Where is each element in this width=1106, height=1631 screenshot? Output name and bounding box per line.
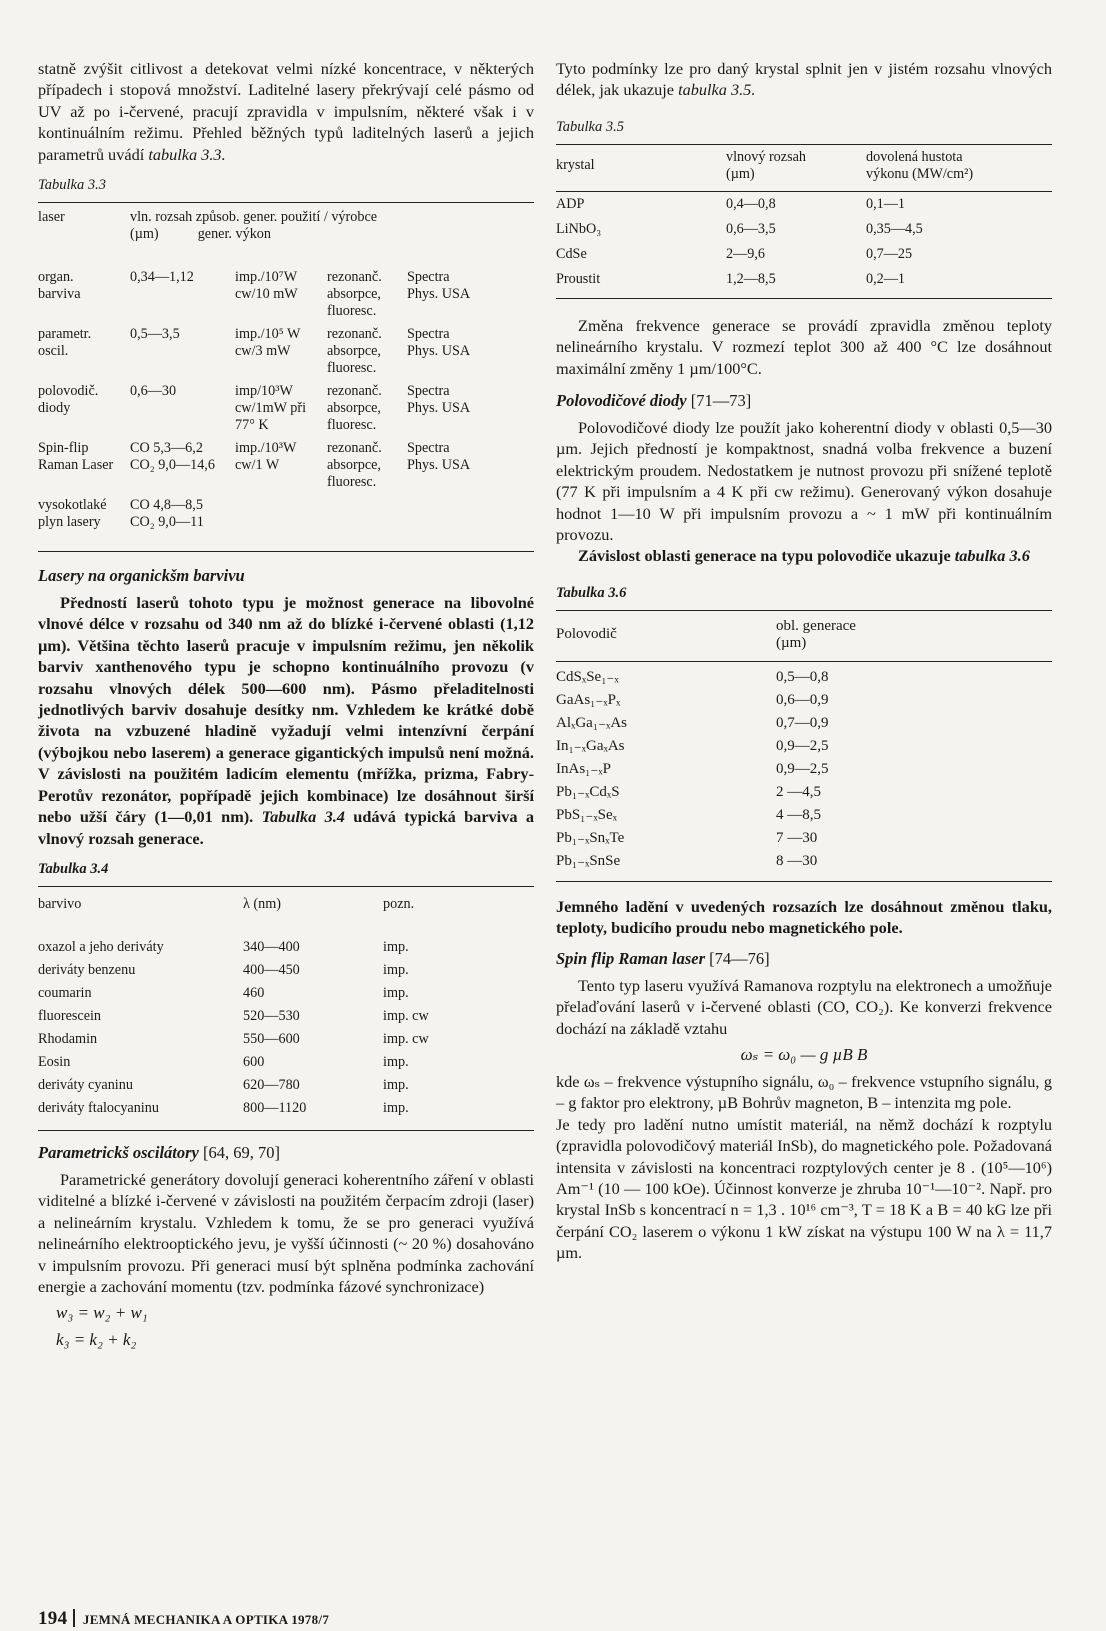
table-cell: 0,7—0,9 bbox=[776, 714, 829, 731]
table-cell: 0,7—25 bbox=[866, 245, 913, 262]
table-3-5-body bbox=[556, 192, 1052, 292]
cell-maker: Spectra Phys. USA bbox=[407, 383, 471, 417]
header-semiconductor: Polovodič bbox=[556, 626, 617, 643]
cell-laser: polovodič. diody bbox=[38, 383, 99, 417]
fine-tuning-paragraph: Jemného ladění v uvedených rozsazích lze dosáhnout změnou tlaku, teploty, budicího proudu nebo magnetického pole. bbox=[556, 896, 1052, 938]
table-cell: 1,2—8,5 bbox=[726, 270, 776, 287]
table-cell: imp. bbox=[383, 961, 409, 978]
table-cell: Pb₁₋ₓCdₓS bbox=[556, 783, 620, 800]
table-cell: 0,1—1 bbox=[866, 195, 906, 212]
cell-range: CO 4,8—8,5 CO₂ 9,0—11 bbox=[130, 497, 204, 531]
material-paragraph: Je tedy pro ladění nutno umístit materiál, na němž dochází k rozptylu (zpravidla polovodičový materiál InSb), do magnetického pole. Požadovaná intensita v závislosti na koncentraci rozptylových center je 8 . (10⁵—10⁶) Am⁻¹ (10 — 100 kOe). Účinnost konverze je zhruba 10⁻¹—10⁻². Např. pro krystal InSb s koncentrací n = 1,3 . 10¹⁶ cm⁻³, T = 18 K a B = 40 kG lze při čerpání CO₂ laserem o výkonu 1 kW získat na výstupu 100 W na λ = 11,7 µm. bbox=[556, 1114, 1052, 1263]
table-row bbox=[556, 781, 1052, 804]
cell-range: CO 5,3—6,2 CO₂ 9,0—14,6 bbox=[130, 440, 215, 474]
table-cell: 2 —4,5 bbox=[776, 783, 821, 800]
table-row bbox=[38, 1005, 534, 1028]
table-cell: 0,35—4,5 bbox=[866, 220, 923, 237]
heading-organic-dye-lasers: Lasery na organickšm barvivu bbox=[38, 566, 245, 586]
table-header-row bbox=[556, 145, 1052, 187]
table-cell: Pb₁₋ₓSnSe bbox=[556, 852, 621, 869]
table-row bbox=[556, 689, 1052, 712]
table-cell: imp. bbox=[383, 1076, 409, 1093]
spin-flip-paragraph: Tento typ laseru využívá Ramanova rozptylu na elektronech a umožňuje přelaďování laserů v i-červené oblasti (CO, CO₂). Ke konverzi frekvence dochází na základě vztahu bbox=[556, 975, 1052, 1038]
header-lambda: λ (nm) bbox=[243, 895, 282, 912]
parametric-paragraph: Parametrické generátory dovolují generaci koherentního záření v oblasti viditelné a blízké i-červené v závislosti na použitém čerpacím zdroji (laser) a nelineárním krystalu. Vzhledem k tomu, že se pro generaci využívá nelineárního elektrooptického jevu, je vyšší účinnosti (~ 20 %) dosahováno v impulsním provozu. Při generaci musí být splněna podmínka zachování energie a zachování momentu (tzv. podmínka fázové synchronizace) bbox=[38, 1169, 534, 1296]
table-cell: In₁₋ₓGaₓAs bbox=[556, 737, 625, 754]
table-header-row bbox=[556, 615, 1052, 655]
header-power-density: dovolená hustota výkonu (MW/cm²) bbox=[866, 148, 974, 182]
table-3-5-data bbox=[556, 192, 1052, 292]
cell-laser: vysokotlaké plyn lasery bbox=[38, 497, 107, 531]
cell-mode: imp./10⁷W cw/10 mW bbox=[235, 269, 298, 303]
table-row bbox=[38, 1051, 534, 1074]
right-column bbox=[556, 58, 1052, 1264]
table-cell: 8 —30 bbox=[776, 852, 818, 869]
table-row bbox=[556, 827, 1052, 850]
table-3-4-caption: Tabulka 3.4 bbox=[38, 860, 109, 877]
heading-semiconductor-diodes: Polovodičové diody [71—73] bbox=[556, 391, 752, 411]
table-cell: 0,9—2,5 bbox=[776, 737, 829, 754]
table-row bbox=[556, 712, 1052, 735]
cell-range: 0,6—30 bbox=[130, 383, 177, 400]
table-row bbox=[38, 1074, 534, 1097]
cell-use: rezonanč. absorpce, fluoresc. bbox=[327, 269, 382, 320]
table-cell: CdSₓSe₁₋ₓ bbox=[556, 668, 619, 685]
header-dye: barvivo bbox=[38, 895, 82, 912]
heading-parametric-oscillators: Parametrickš oscilátory [64, 69, 70] bbox=[38, 1142, 280, 1162]
cell-range: 0,34—1,12 bbox=[130, 269, 194, 286]
cell-mode: imp./10³W cw/1 W bbox=[235, 440, 297, 474]
table-row bbox=[38, 383, 534, 440]
table-3-5 bbox=[556, 145, 1052, 187]
table-cell: 4 —8,5 bbox=[776, 806, 821, 823]
table-row bbox=[556, 242, 1052, 267]
table-cell: imp. cw bbox=[383, 1030, 429, 1047]
table-3-4 bbox=[38, 893, 534, 1120]
left-column bbox=[38, 58, 534, 1355]
header-range: vlnový rozsah (µm) bbox=[726, 148, 806, 182]
table-row bbox=[38, 440, 534, 497]
table-cell: InAs₁₋ₓP bbox=[556, 760, 612, 777]
table-cell: Proustit bbox=[556, 270, 601, 287]
diodes-paragraph: Polovodičové diody lze použít jako koherentní diody v oblasti 0,5—30 µm. Jejich předností je kompaktnost, snadná volba frekvence a buzení elektrickým proudem. Nedostatkem je nutnost provozu při snížené teplotě (77 K při impulsním a 4 K při cw režimu). Generovaný výkon dosahuje hodnot 1—10 W při impulsním provozu a ~ 1 mW při kontinuálním provozu. bbox=[556, 418, 1052, 545]
table-3-6-data bbox=[556, 666, 1052, 873]
header-crystal: krystal bbox=[556, 157, 595, 174]
table-row bbox=[556, 758, 1052, 781]
table-row bbox=[38, 269, 534, 326]
cell-use: rezonanč. absorpce, fluoresc. bbox=[327, 383, 382, 434]
table-cell: 600 bbox=[243, 1053, 265, 1070]
table-header-row bbox=[38, 209, 534, 243]
journal-title: JEMNÁ MECHANIKA A OPTIKA 1978/7 bbox=[82, 1612, 330, 1627]
table-row bbox=[38, 936, 534, 959]
cell-laser: parametr. oscil. bbox=[38, 326, 92, 360]
table-cell: CdSe bbox=[556, 245, 587, 262]
cell-mode: imp/10³W cw/1mW při 77° K bbox=[235, 383, 307, 434]
table-row bbox=[38, 497, 534, 537]
table-cell: Pb₁₋ₓSnₓTe bbox=[556, 829, 625, 846]
header-note: pozn. bbox=[383, 895, 415, 912]
table-row bbox=[556, 666, 1052, 689]
definitions-paragraph: kde ωₛ – frekvence výstupního signálu, ω₀ – frekvence vstupního signálu, g – g faktor pro elektrony, µB Bohrův magneton, B – intenzita mg pole. bbox=[556, 1071, 1052, 1113]
table-row bbox=[556, 192, 1052, 217]
cell-mode: imp./10⁵ W cw/3 mW bbox=[235, 326, 301, 360]
table-cell: ADP bbox=[556, 195, 585, 212]
cell-maker: Spectra Phys. USA bbox=[407, 269, 471, 303]
formula-spin-flip: ωₛ = ω₀ — g µB B bbox=[740, 1044, 868, 1064]
table-cell: Eosin bbox=[38, 1053, 71, 1070]
conditions-paragraph: Tyto podmínky lze pro daný krystal splnit jen v jistém rozsahu vlnových délek, jak ukazuje tabulka 3.5. bbox=[556, 59, 1052, 100]
table-row bbox=[38, 1097, 534, 1120]
table-cell: 0,9—2,5 bbox=[776, 760, 829, 777]
table-cell: 520—530 bbox=[243, 1007, 300, 1024]
table-cell: Rhodamin bbox=[38, 1030, 98, 1047]
header-columns: vln. rozsah způsob. gener. použití / výrobce (µm) gener. výkon bbox=[130, 209, 378, 243]
cell-range: 0,5—3,5 bbox=[130, 326, 180, 343]
table-cell: AlₓGa₁₋ₓAs bbox=[556, 714, 628, 731]
table-cell: 460 bbox=[243, 984, 265, 1001]
cell-maker bbox=[407, 497, 534, 537]
table-cell: coumarin bbox=[38, 984, 92, 1001]
table-cell: imp. bbox=[383, 1099, 409, 1116]
table-cell: 7 —30 bbox=[776, 829, 818, 846]
table-cell: 550—600 bbox=[243, 1030, 300, 1047]
table-3-6-caption: Tabulka 3.6 bbox=[556, 584, 627, 601]
table-row bbox=[556, 850, 1052, 873]
dependence-paragraph: Závislost oblasti generace na typu polovodiče ukazuje tabulka 3.6 bbox=[578, 546, 1030, 566]
organic-paragraph: Předností laserů tohoto typu je možnost generace na libovolné vlnové délce v rozsahu od 340 nm až do blízké i-červené oblasti (1,12 µm). Většina těchto laserů pracuje v impulsním režimu, jen několik barviv xanthenového typu je schopno kontinuálního provozu (v rozsahu vlnových délek 500—600 nm). Pásmo přeladitelnosti jednotlivých barviv dosahuje desítky nm. Vzhledem ke krátké době života na vzbuzené hladině vyžadují velmi intenzívní čerpání (výbojkou nebo laserem) a generace gigantických impulsů není možná. V závislosti na použitém ladicím elementu (mřížka, prizma, Fabry-Perotův rezonátor, popřípadě jejich kombinace) lze dosáhnout širší nebo užší čáry (1—0,01 nm). Tabulka 3.4 udává typická barviva a vlnový rozsah generace. bbox=[38, 593, 534, 848]
table-cell: 0,4—0,8 bbox=[726, 195, 776, 212]
table-cell: PbS₁₋ₓSeₓ bbox=[556, 806, 618, 823]
cell-use: rezonanč. absorpce, fluoresc. bbox=[327, 440, 382, 491]
header-generation-range: obl. generace (µm) bbox=[776, 617, 856, 651]
table-3-3-body bbox=[38, 269, 534, 537]
table-cell: 0,2—1 bbox=[866, 270, 906, 287]
table-cell: 400—450 bbox=[243, 961, 300, 978]
table-3-5-caption: Tabulka 3.5 bbox=[556, 118, 624, 135]
heading-spin-flip: Spin flip Raman laser [74—76] bbox=[556, 948, 770, 968]
table-cell: 0,6—3,5 bbox=[726, 220, 776, 237]
table-cell: oxazol a jeho deriváty bbox=[38, 938, 164, 955]
cell-mode bbox=[235, 497, 327, 537]
table-cell: deriváty benzenu bbox=[38, 961, 136, 978]
table-cell: imp. bbox=[383, 984, 409, 1001]
table-cell: fluorescein bbox=[38, 1007, 102, 1024]
formula-energy: w₃ = w₂ + w₁ bbox=[56, 1303, 148, 1323]
intro-paragraph: statně zvýšit citlivost a detekovat velmi nízké koncentrace, v některých případech i stopová množství. Laditelné lasery překrývají celé pásmo od UV až po i-červené, pracují zpravidla v impulsním, některé však i v kontinuálním režimu. Přehled běžných typů laditelných laserů a jejich parametrů uvádí tabulka 3.3. bbox=[38, 59, 534, 164]
table-row bbox=[38, 326, 534, 383]
table-cell: 2—9,6 bbox=[726, 245, 766, 262]
cell-maker: Spectra Phys. USA bbox=[407, 326, 471, 360]
table-cell: imp. bbox=[383, 938, 409, 955]
page-number: 194 bbox=[38, 1608, 68, 1629]
table-3-3 bbox=[38, 209, 534, 537]
cell-laser: Spin-flip Raman Laser bbox=[38, 440, 114, 474]
table-cell: imp. cw bbox=[383, 1007, 429, 1024]
cell-laser: organ. barviva bbox=[38, 269, 81, 303]
table-cell: imp. bbox=[383, 1053, 409, 1070]
table-row bbox=[556, 735, 1052, 758]
frequency-change-paragraph: Změna frekvence generace se provádí zpravidla změnou teploty nelineárního krystalu. V rozmezí teplot 300 až 400 °C lze dosáhnout maximální změny 1 µm/100°C. bbox=[556, 315, 1052, 378]
table-3-6 bbox=[556, 615, 1052, 655]
table-cell: 0,6—0,9 bbox=[776, 691, 829, 708]
table-row bbox=[556, 217, 1052, 242]
table-cell: deriváty cyaninu bbox=[38, 1076, 133, 1093]
table-cell: deriváty ftalocyaninu bbox=[38, 1099, 159, 1116]
table-3-6-body bbox=[556, 666, 1052, 873]
table-row bbox=[38, 959, 534, 982]
table-cell: LiNbO₃ bbox=[556, 220, 602, 237]
cell-maker: Spectra Phys. USA bbox=[407, 440, 471, 474]
table-row bbox=[38, 982, 534, 1005]
table-cell: 620—780 bbox=[243, 1076, 300, 1093]
header-laser: laser bbox=[38, 209, 65, 226]
table-row bbox=[38, 1028, 534, 1051]
cell-use: rezonanč. absorpce, fluoresc. bbox=[327, 326, 382, 377]
table-cell: GaAs₁₋ₓPₓ bbox=[556, 691, 621, 708]
cell-use bbox=[327, 497, 407, 537]
table-row bbox=[556, 267, 1052, 292]
page-footer bbox=[38, 1608, 329, 1630]
table-cell: 800—1120 bbox=[243, 1099, 307, 1116]
table-header-row bbox=[38, 893, 534, 916]
formula-momentum: k₃ = k₂ + k₂ bbox=[56, 1330, 137, 1350]
table-cell: 340—400 bbox=[243, 938, 300, 955]
table-cell: 0,5—0,8 bbox=[776, 668, 829, 685]
table-3-3-caption: Tabulka 3.3 bbox=[38, 177, 106, 194]
table-3-4-body bbox=[38, 936, 534, 1120]
table-row bbox=[556, 804, 1052, 827]
